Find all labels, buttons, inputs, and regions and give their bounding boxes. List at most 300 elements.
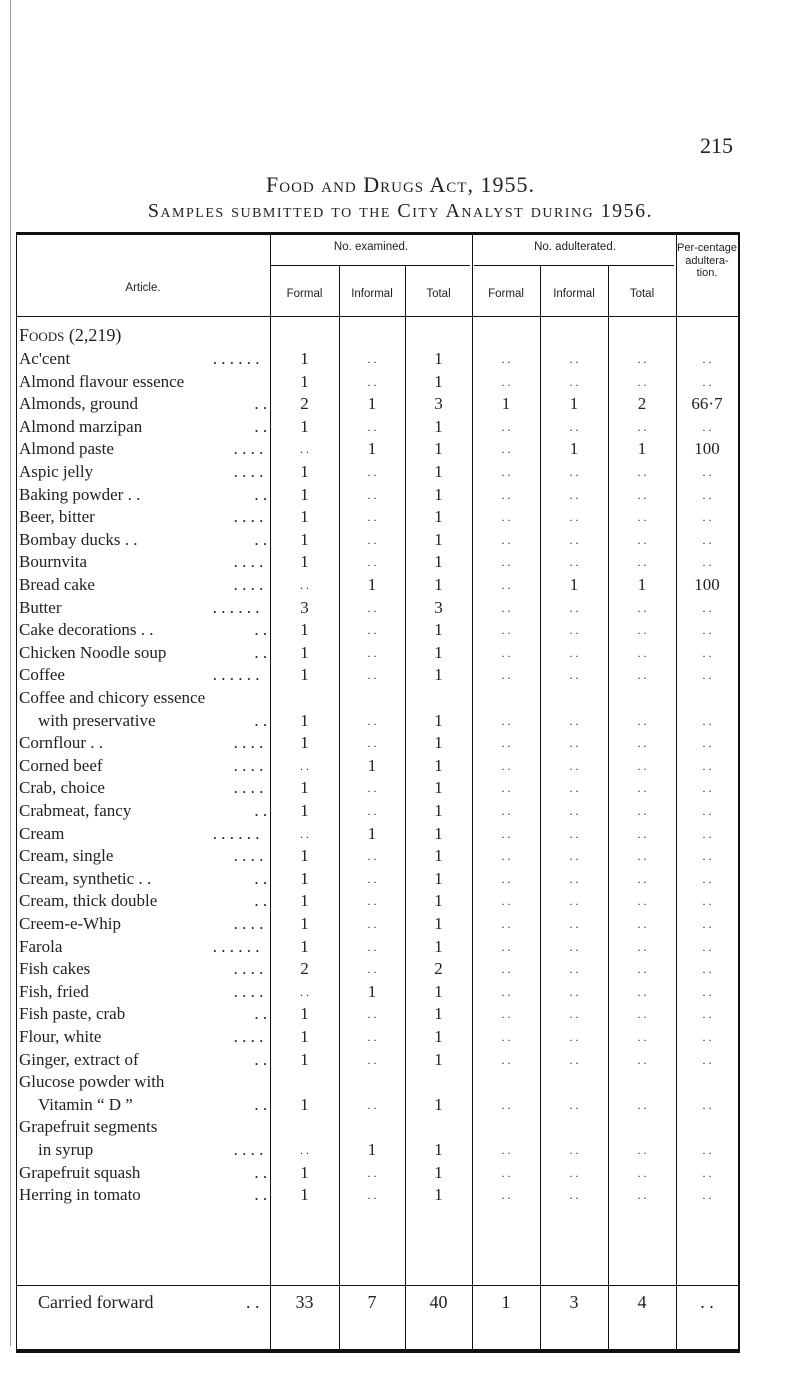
cell-examined-informal: . . — [367, 1165, 377, 1180]
row-leader: . . . . — [233, 462, 264, 481]
cell-percentage: . . — [702, 352, 712, 366]
cell-adulterated-total: . . — [637, 917, 647, 931]
cell-examined-formal: . . — [300, 1143, 309, 1157]
table-row — [16, 1071, 739, 1093]
cell-adulterated-total: . . — [637, 668, 647, 683]
header-adulterated-total: Total — [629, 288, 655, 300]
cell-adulterated-formal: . . — [501, 781, 511, 796]
table-row — [16, 664, 739, 686]
row-leader: . . . . . . — [212, 823, 260, 843]
cell-examined-formal: . . — [300, 984, 309, 999]
row-label: Fish, fried — [19, 981, 89, 1001]
cell-examined-informal: . . — [367, 532, 377, 547]
cell-adulterated-informal: 1 — [569, 394, 579, 414]
cell-adulterated-formal: . . — [501, 578, 511, 592]
cell-examined-total: 1 — [434, 914, 443, 933]
row-label: Cake decorations . . — [19, 620, 154, 640]
table-row — [16, 823, 739, 845]
cell-adulterated-formal: . . — [501, 713, 511, 728]
table-row — [16, 438, 739, 460]
cell-adulterated-informal: . . — [569, 781, 579, 796]
header-adulterated-group: No. adulterated. — [534, 241, 616, 253]
cell-examined-total: 1 — [434, 507, 443, 527]
row-label: Bread cake — [19, 575, 95, 594]
cell-adulterated-informal: . . — [569, 352, 579, 366]
cell-adulterated-formal — [472, 687, 540, 709]
cell-examined-formal: . . — [300, 578, 309, 592]
table-row — [16, 868, 739, 890]
row-leader: . . . . — [233, 552, 264, 572]
footer-examined-formal: 33 — [295, 1292, 314, 1312]
row-label: Almonds, ground — [19, 394, 138, 414]
table-row — [16, 393, 739, 415]
row-leader: . . . . . . — [212, 936, 260, 956]
cell-adulterated-total: . . — [637, 352, 647, 366]
table-row — [16, 913, 739, 935]
table-top-border — [16, 232, 739, 235]
cell-examined-total: 1 — [434, 484, 443, 504]
samples-table — [16, 232, 739, 1384]
table-row — [16, 1184, 739, 1206]
cell-percentage: . . — [702, 1030, 712, 1044]
row-label: Farola — [19, 936, 63, 956]
cell-examined-informal: . . — [367, 849, 377, 864]
cell-percentage: . . — [702, 374, 712, 389]
row-label: Fish cakes — [19, 959, 91, 979]
row-label: Almond paste — [19, 439, 114, 459]
row-leader: . . — [254, 529, 268, 549]
cell-examined-informal: . . — [367, 623, 377, 638]
cell-examined-formal: 1 — [300, 733, 309, 753]
cell-examined-informal: . . — [367, 600, 377, 615]
examined-group-rule — [270, 265, 470, 266]
cell-percentage: . . — [702, 758, 712, 773]
cell-adulterated-formal: . . — [501, 894, 511, 909]
cell-examined-informal: . . — [367, 713, 377, 728]
cell-examined-total: 1 — [434, 416, 443, 436]
row-label: Cornflour . . — [19, 733, 104, 753]
cell-adulterated-informal: . . — [569, 713, 579, 728]
cell-examined-informal: . . — [367, 894, 377, 909]
cell-adulterated-total: . . — [637, 510, 647, 525]
cell-adulterated-informal: . . — [569, 668, 579, 683]
cell-examined-formal: 1 — [300, 1185, 309, 1205]
row-label: in syrup — [38, 1140, 94, 1159]
row-label: Beer, bitter — [19, 507, 95, 527]
row-leader: . . — [254, 484, 268, 504]
row-label: Coffee — [19, 665, 65, 685]
table-row — [16, 1162, 739, 1184]
cell-adulterated-informal: . . — [569, 1143, 579, 1157]
cell-adulterated-total: . . — [637, 826, 647, 841]
page-number: 215 — [700, 133, 733, 158]
cell-adulterated-total: . . — [637, 555, 647, 570]
cell-examined-informal: . . — [367, 1030, 377, 1044]
cell-examined-informal: . . — [367, 1007, 377, 1022]
cell-examined-informal: . . — [367, 352, 377, 366]
cell-adulterated-informal: . . — [569, 939, 579, 954]
cell-percentage: . . — [702, 804, 712, 818]
row-label: Aspic jelly — [19, 462, 94, 481]
cell-examined-informal: . . — [367, 736, 377, 751]
document-subtitle: Samples submitted to the City Analyst during 1956. — [147, 200, 654, 222]
cell-adulterated-total: . . — [637, 487, 647, 502]
cell-examined-formal: 1 — [300, 552, 309, 572]
cell-adulterated-informal: . . — [569, 1030, 579, 1044]
cell-examined-informal: . . — [367, 804, 377, 818]
cell-adulterated-total: 1 — [637, 439, 647, 459]
table-row — [16, 1003, 739, 1025]
row-leader: . . — [254, 1094, 268, 1114]
header-bottom-rule — [16, 316, 739, 317]
cell-percentage: . . — [702, 487, 712, 502]
cell-percentage: . . — [702, 894, 712, 909]
cell-examined-formal: 1 — [300, 462, 309, 481]
cell-adulterated-total: . . — [637, 713, 647, 728]
cell-percentage: 100 — [694, 439, 720, 459]
cell-examined-total: 1 — [434, 710, 443, 730]
cell-adulterated-informal: . . — [569, 510, 579, 525]
footer-percentage: . . — [700, 1292, 714, 1312]
row-leader: . . — [254, 1004, 268, 1024]
row-label: Baking powder . . — [19, 484, 141, 504]
table-row — [16, 348, 739, 370]
cell-adulterated-total: . . — [637, 419, 647, 434]
header-examined-formal: Formal — [286, 288, 323, 300]
cell-examined-formal: 1 — [300, 507, 309, 527]
cell-adulterated-total — [608, 1071, 676, 1093]
table-row — [16, 506, 739, 528]
row-leader: . . . . . . — [212, 597, 260, 617]
table-row — [16, 1049, 739, 1071]
cell-adulterated-total: . . — [637, 894, 647, 909]
row-label: Flour, white — [19, 1027, 102, 1046]
cell-examined-formal: 1 — [300, 1049, 309, 1069]
cell-adulterated-total — [608, 687, 676, 709]
cell-examined-formal — [270, 687, 339, 709]
cell-adulterated-formal: . . — [501, 1188, 511, 1203]
cell-examined-formal: 2 — [300, 959, 309, 979]
cell-examined-informal — [339, 1116, 405, 1138]
cell-percentage: . . — [702, 510, 712, 525]
row-label: with preservative — [38, 710, 156, 730]
carried-forward-row — [16, 1290, 739, 1330]
row-label: Ginger, extract of — [19, 1049, 139, 1069]
cell-adulterated-informal: . . — [569, 849, 579, 864]
cell-percentage: . . — [702, 1143, 712, 1157]
cell-adulterated-informal: . . — [569, 623, 579, 638]
cell-adulterated-informal: . . — [569, 962, 579, 977]
cell-adulterated-formal: . . — [501, 419, 511, 434]
cell-examined-informal: 1 — [367, 823, 377, 843]
cell-adulterated-total: . . — [637, 984, 647, 999]
cell-examined-informal: 1 — [367, 575, 377, 594]
cell-adulterated-formal: 1 — [501, 394, 511, 414]
cell-examined-total: 1 — [434, 1094, 443, 1114]
cell-examined-formal: 1 — [300, 846, 309, 866]
cell-adulterated-total: . . — [637, 1165, 647, 1180]
header-examined-informal: Informal — [351, 288, 393, 300]
cell-examined-total: 1 — [434, 868, 443, 888]
row-label: Bombay ducks . . — [19, 529, 138, 549]
footer-leader: . . — [246, 1292, 260, 1312]
row-leader: . . — [254, 642, 268, 662]
cell-adulterated-formal: . . — [501, 1030, 511, 1044]
cell-examined-formal: 1 — [300, 936, 309, 956]
cell-percentage: . . — [702, 871, 712, 886]
cell-adulterated-formal: . . — [501, 984, 511, 999]
document-title: Food and Drugs Act, 1955. — [266, 172, 535, 197]
table-row — [16, 1094, 739, 1116]
row-leader: . . — [254, 801, 268, 820]
cell-adulterated-total: . . — [637, 758, 647, 773]
row-label: Grapefruit segments — [19, 1117, 158, 1137]
cell-examined-total: 1 — [434, 575, 443, 594]
cell-adulterated-formal: . . — [501, 668, 511, 683]
cell-adulterated-formal: . . — [501, 871, 511, 886]
cell-examined-formal: 1 — [300, 1094, 309, 1114]
cell-percentage: . . — [702, 419, 712, 434]
cell-adulterated-informal: . . — [569, 758, 579, 773]
row-label: Almond marzipan — [19, 416, 143, 436]
cell-adulterated-formal: . . — [501, 826, 511, 841]
section-heading-row — [16, 324, 739, 346]
table-row — [16, 642, 739, 664]
row-label: Almond flavour essence — [19, 371, 185, 391]
footer-adulterated-informal: 3 — [569, 1292, 579, 1312]
cell-adulterated-total: . . — [637, 736, 647, 751]
row-leader: . . . . — [233, 1027, 264, 1046]
row-leader: . . — [254, 620, 268, 640]
table-row — [16, 936, 739, 958]
table-row — [16, 890, 739, 912]
cell-examined-informal: . . — [367, 781, 377, 796]
cell-percentage: . . — [702, 984, 712, 999]
table-row — [16, 845, 739, 867]
cell-examined-formal: 1 — [300, 529, 309, 549]
footer-examined-informal: 7 — [367, 1292, 377, 1312]
cell-examined-total: 1 — [434, 846, 443, 866]
cell-percentage: . . — [702, 555, 712, 570]
cell-adulterated-formal: . . — [501, 1097, 511, 1112]
cell-adulterated-formal — [472, 1071, 540, 1093]
row-leader: . . — [254, 1049, 268, 1069]
cell-adulterated-formal: . . — [501, 623, 511, 638]
cell-adulterated-informal: . . — [569, 894, 579, 909]
cell-adulterated-informal: . . — [569, 826, 579, 841]
cell-examined-informal: . . — [367, 939, 377, 954]
cell-adulterated-formal: . . — [501, 1143, 511, 1157]
row-label: Cream — [19, 823, 65, 843]
row-label: Cream, synthetic . . — [19, 868, 152, 888]
cell-examined-formal: 1 — [300, 1004, 309, 1024]
cell-adulterated-formal: . . — [501, 804, 511, 818]
cell-examined-formal: . . — [300, 826, 309, 841]
cell-percentage: . . — [702, 532, 712, 547]
cell-adulterated-formal: . . — [501, 1007, 511, 1022]
cell-adulterated-total: 1 — [637, 575, 647, 594]
cell-examined-informal: 1 — [367, 394, 377, 414]
cell-examined-total: 1 — [434, 801, 443, 820]
row-leader: . . . . — [233, 1140, 264, 1159]
cell-examined-informal: . . — [367, 962, 377, 977]
header-article: Article. — [125, 282, 161, 294]
cell-examined-formal: 1 — [300, 1162, 309, 1182]
cell-examined-informal: . . — [367, 1097, 377, 1112]
cell-percentage: . . — [702, 939, 712, 954]
cell-examined-informal — [339, 1071, 405, 1093]
cell-adulterated-informal: . . — [569, 984, 579, 999]
cell-adulterated-formal: . . — [501, 352, 511, 366]
cell-examined-total: 1 — [434, 733, 443, 753]
cell-percentage: . . — [702, 781, 712, 796]
cell-adulterated-formal: . . — [501, 510, 511, 525]
cell-percentage: . . — [702, 962, 712, 977]
table-row — [16, 371, 739, 393]
cell-examined-informal: . . — [367, 917, 377, 931]
cell-adulterated-informal: . . — [569, 465, 579, 479]
row-label: Crabmeat, fancy — [19, 801, 132, 820]
cell-examined-formal: 1 — [300, 642, 309, 662]
cell-adulterated-informal: . . — [569, 871, 579, 886]
cell-examined-formal: 1 — [300, 868, 309, 888]
cell-percentage: . . — [702, 1007, 712, 1022]
row-leader: . . . . . . — [212, 349, 260, 368]
cell-examined-total: 1 — [434, 642, 443, 662]
cell-percentage: . . — [702, 1188, 712, 1203]
table-row — [16, 800, 739, 822]
cell-adulterated-informal: . . — [569, 804, 579, 818]
row-label: Chicken Noodle soup — [19, 642, 167, 662]
cell-examined-total: 1 — [434, 981, 443, 1001]
cell-examined-total: 1 — [434, 755, 443, 775]
row-label: Vitamin “ D ” — [38, 1094, 133, 1114]
table-row — [16, 755, 739, 777]
cell-examined-formal: 1 — [300, 1027, 309, 1046]
row-label: Cream, single — [19, 846, 114, 866]
cell-percentage — [676, 1071, 738, 1093]
table-row — [16, 777, 739, 799]
cell-adulterated-formal: . . — [501, 600, 511, 615]
cell-percentage: . . — [702, 1052, 712, 1067]
cell-percentage: . . — [702, 826, 712, 841]
row-leader: . . . . — [233, 755, 264, 775]
cell-examined-formal: . . — [300, 758, 309, 773]
row-leader: . . — [254, 394, 268, 414]
cell-examined-total: 3 — [434, 597, 443, 617]
cell-adulterated-informal: . . — [569, 736, 579, 751]
cell-adulterated-total: . . — [637, 781, 647, 796]
cell-adulterated-informal — [540, 1071, 608, 1093]
cell-percentage: . . — [702, 465, 712, 479]
cell-examined-formal: 1 — [300, 620, 309, 640]
row-label: Corned beef — [19, 755, 103, 775]
row-label: Butter — [19, 597, 62, 617]
row-label: Cream, thick double — [19, 891, 158, 911]
row-leader: . . . . — [233, 959, 264, 979]
footer-top-rule — [16, 1285, 739, 1286]
table-bottom-border — [16, 1349, 739, 1353]
cell-adulterated-informal: . . — [569, 1165, 579, 1180]
cell-adulterated-total: . . — [637, 623, 647, 638]
table-row — [16, 687, 739, 709]
cell-adulterated-formal: . . — [501, 645, 511, 660]
cell-adulterated-total: . . — [637, 849, 647, 864]
cell-examined-formal — [270, 1071, 339, 1093]
cell-adulterated-total: . . — [637, 465, 647, 479]
row-leader: . . . . — [233, 778, 264, 798]
cell-adulterated-informal — [540, 1116, 608, 1138]
cell-adulterated-informal: . . — [569, 374, 579, 389]
row-label: Crab, choice — [19, 778, 105, 798]
cell-examined-formal: 2 — [300, 394, 309, 414]
row-leader: . . — [254, 1185, 268, 1205]
cell-examined-formal: 3 — [300, 597, 309, 617]
cell-adulterated-informal: 1 — [569, 575, 579, 594]
cell-adulterated-formal — [472, 1116, 540, 1138]
cell-adulterated-informal: . . — [569, 419, 579, 434]
cell-examined-formal: 1 — [300, 416, 309, 436]
cell-examined-formal: 1 — [300, 371, 309, 391]
row-leader: . . — [254, 891, 268, 911]
row-label: Creem-e-Whip — [19, 914, 121, 933]
cell-adulterated-formal: . . — [501, 374, 511, 389]
cell-examined-total: 1 — [434, 778, 443, 798]
row-label: Bournvita — [19, 552, 87, 572]
cell-examined-informal: . . — [367, 871, 377, 886]
cell-examined-total — [405, 1116, 472, 1138]
table-row — [16, 981, 739, 1003]
cell-adulterated-informal: . . — [569, 645, 579, 660]
row-leader: . . . . — [233, 575, 264, 594]
table-row — [16, 1139, 739, 1161]
cell-examined-informal: . . — [367, 1188, 377, 1203]
cell-examined-informal: . . — [367, 419, 377, 434]
cell-examined-total: 1 — [434, 371, 443, 391]
cell-examined-total: 1 — [434, 349, 443, 368]
cell-adulterated-total: . . — [637, 1097, 647, 1112]
header-adulterated-formal: Formal — [488, 288, 524, 300]
cell-examined-informal: . . — [367, 1052, 377, 1067]
cell-adulterated-informal: . . — [569, 1007, 579, 1022]
row-label: Glucose powder with — [19, 1072, 165, 1092]
cell-percentage: 100 — [694, 575, 720, 594]
cell-percentage: . . — [702, 1165, 712, 1180]
cell-adulterated-total: . . — [637, 939, 647, 954]
cell-percentage: 66·7 — [691, 394, 723, 414]
cell-adulterated-formal: . . — [501, 758, 511, 773]
cell-adulterated-total: . . — [637, 1052, 647, 1067]
row-leader: . . — [254, 1162, 268, 1182]
cell-adulterated-informal: . . — [569, 532, 579, 547]
cell-examined-total: 1 — [434, 1140, 443, 1159]
footer-examined-total: 40 — [429, 1292, 448, 1312]
cell-examined-total: 1 — [434, 1049, 443, 1069]
table-row — [16, 597, 739, 619]
cell-adulterated-total — [608, 1116, 676, 1138]
cell-examined-total: 2 — [434, 959, 443, 979]
cell-adulterated-formal: . . — [501, 465, 511, 479]
cell-examined-total — [405, 687, 472, 709]
table-row — [16, 529, 739, 551]
cell-examined-total: 1 — [434, 1162, 443, 1182]
table-row — [16, 484, 739, 506]
footer-adulterated-formal: 1 — [501, 1292, 511, 1312]
cell-adulterated-informal — [540, 687, 608, 709]
row-label: Fish paste, crab — [19, 1004, 126, 1024]
cell-adulterated-total: . . — [637, 645, 647, 660]
cell-examined-total: 1 — [434, 552, 443, 572]
